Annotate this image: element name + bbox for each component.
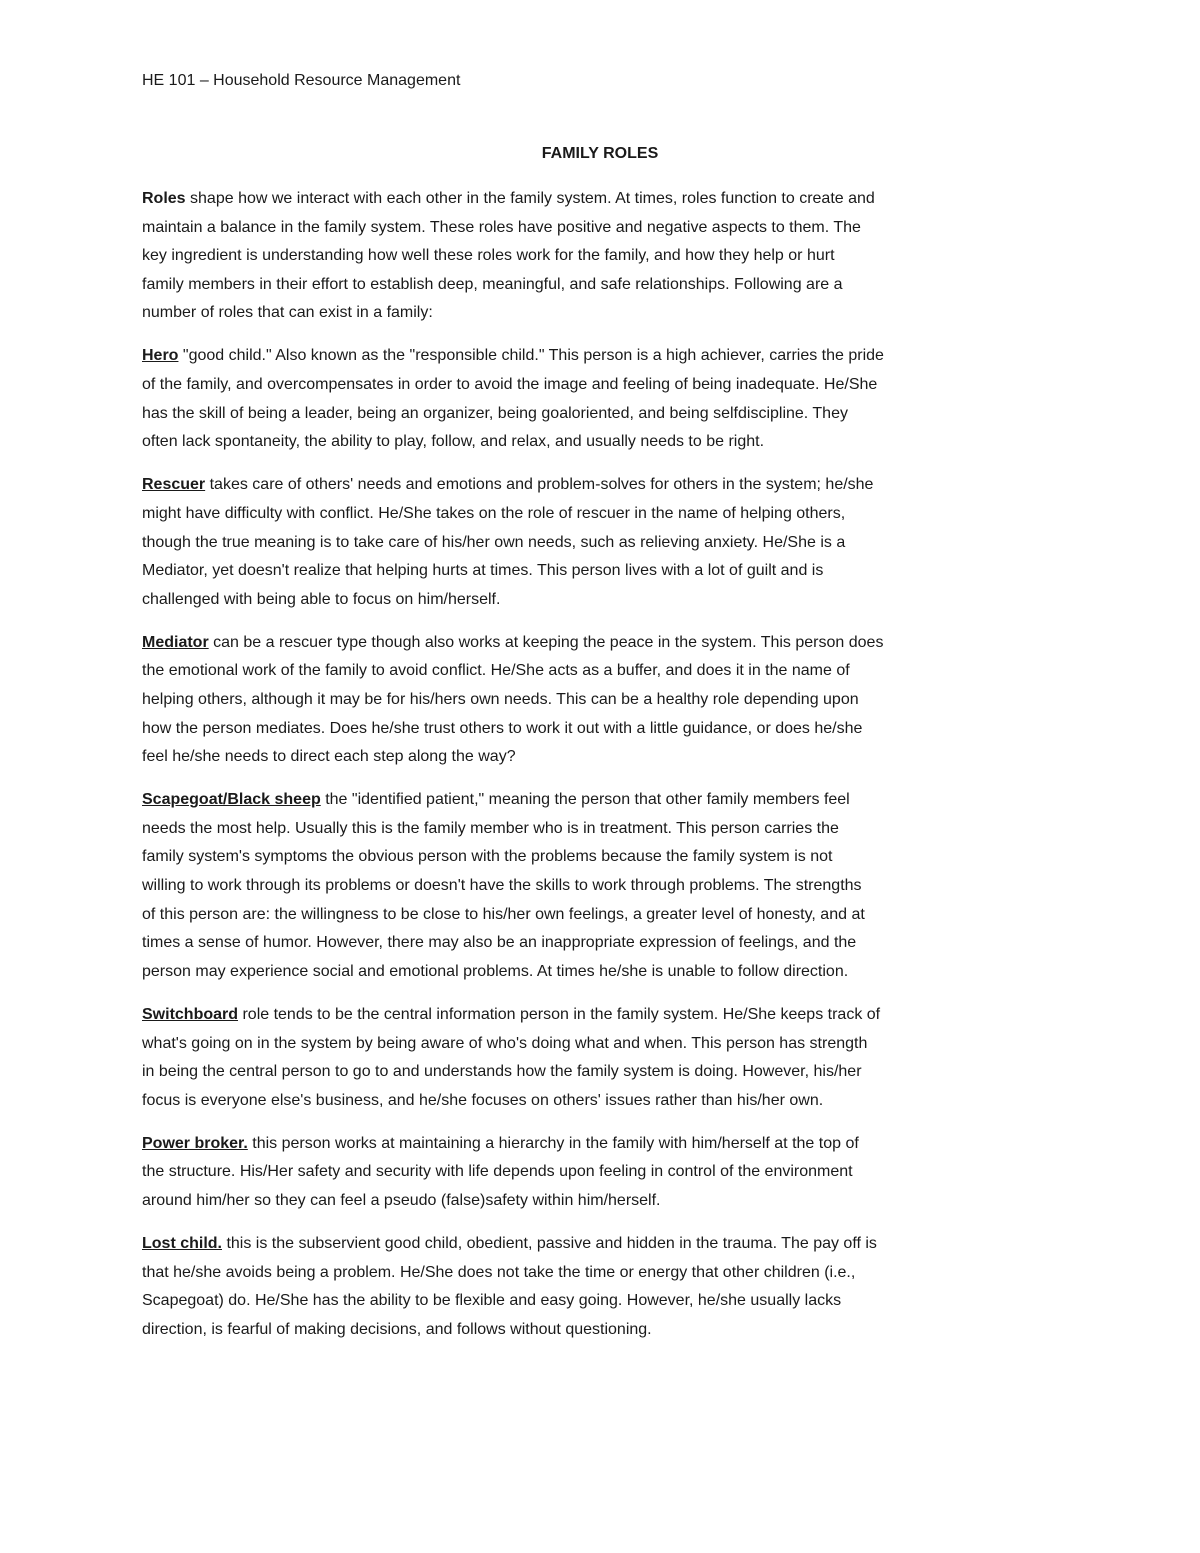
paragraph-line bbox=[142, 657, 1062, 686]
line-text: willing to work through its problems or doesn't have the skills to work through problems. The strengths bbox=[142, 877, 862, 895]
role-term: Lost child. bbox=[142, 1235, 222, 1253]
paragraph-line bbox=[142, 743, 1062, 772]
line-text: times a sense of humor. However, there may also be an inappropriate expression of feelings, and the bbox=[142, 934, 857, 952]
paragraph-line bbox=[142, 428, 1062, 457]
line-text: in being the central person to go to and understands how the family system is doing. However, his/her bbox=[142, 1063, 862, 1081]
paragraph-line bbox=[142, 786, 1062, 815]
line-text: the emotional work of the family to avoid conflict. He/She acts as a buffer, and does it in the name of bbox=[142, 662, 850, 680]
paragraph-line bbox=[142, 1316, 1062, 1345]
role-term: Rescuer bbox=[142, 476, 206, 494]
line-text: can be a rescuer type though also works at keeping the peace in the system. This person does bbox=[208, 633, 884, 651]
line-text: role tends to be the central information person in the family system. He/She keeps track of bbox=[238, 1005, 881, 1023]
line-text: Scapegoat) do. He/She has the ability to be flexible and easy going. However, he/she usually lacks bbox=[142, 1292, 842, 1310]
paragraph-line bbox=[142, 1030, 1062, 1059]
line-text: shape how we interact with each other in the family system. At times, roles function to create and bbox=[185, 190, 875, 207]
paragraph-line bbox=[142, 715, 1062, 744]
line-text: helping others, although it may be for his/hers own needs. This can be a healthy role depending upon bbox=[142, 691, 859, 708]
line-text: family system's symptoms the obvious person with the problems because the family system is not bbox=[142, 848, 833, 866]
paragraph-line bbox=[142, 586, 1062, 615]
role-paragraph bbox=[142, 471, 1062, 614]
paragraph-line bbox=[142, 557, 1062, 586]
paragraph-line bbox=[142, 629, 1062, 658]
paragraph-line bbox=[142, 500, 1062, 529]
role-paragraph bbox=[142, 185, 1062, 328]
paragraph-line bbox=[142, 471, 1062, 500]
paragraph-line bbox=[142, 1158, 1062, 1187]
line-text: feel he/she needs to direct each step along the way? bbox=[142, 748, 516, 766]
line-text: focus is everyone else's business, and he/she focuses on others' issues rather than his/her own. bbox=[142, 1091, 824, 1109]
line-text: number of roles that can exist in a family: bbox=[142, 304, 433, 322]
line-text: maintain a balance in the family system. These roles have positive and negative aspects to them. The bbox=[142, 218, 861, 236]
role-paragraph bbox=[142, 1130, 1062, 1216]
role-paragraph bbox=[142, 786, 1062, 986]
paragraph-line bbox=[142, 815, 1062, 844]
paragraph-line bbox=[142, 214, 1062, 243]
paragraph-line bbox=[142, 843, 1062, 872]
line-text: direction, is fearful of making decisions, and follows without questioning. bbox=[142, 1320, 652, 1338]
line-text: needs the most help. Usually this is the family member who is in treatment. This person carries the bbox=[142, 819, 839, 837]
paragraph-line bbox=[142, 1001, 1062, 1030]
line-text: has the skill of being a leader, being an organizer, being goaloriented, and being selfdiscipline. They bbox=[142, 404, 848, 422]
line-text: of this person are: the willingness to be close to his/her own feelings, a greater level of honesty, and at bbox=[142, 905, 865, 923]
paragraph-line bbox=[142, 1058, 1062, 1087]
line-text: Mediator, yet doesn't realize that helping hurts at times. This person lives with a lot of guilt and is bbox=[142, 562, 824, 580]
line-text: how the person mediates. Does he/she trust others to work it out with a little guidance, or does he/she bbox=[142, 719, 863, 737]
line-text: family members in their effort to establish deep, meaningful, and safe relationships. Following are a bbox=[142, 275, 843, 293]
paragraph-line bbox=[142, 872, 1062, 901]
role-paragraph bbox=[142, 1001, 1062, 1115]
line-text: the structure. His/Her safety and security with life depends upon feeling in control of the environment bbox=[142, 1163, 853, 1181]
role-term: Mediator bbox=[142, 633, 209, 651]
line-text: the "identified patient," meaning the person that other family members feel bbox=[320, 791, 850, 809]
role-term: Scapegoat/Black sheep bbox=[142, 791, 321, 809]
role-term: Hero bbox=[142, 347, 179, 365]
paragraph-line bbox=[142, 242, 1062, 271]
line-text: might have difficulty with conflict. He/She takes on the role of rescuer in the name of helping others, bbox=[142, 504, 846, 522]
line-text: challenged with being able to focus on him/herself. bbox=[142, 590, 501, 608]
line-text: takes care of others' needs and emotions and problem-solves for others in the system; he/she bbox=[205, 476, 874, 494]
paragraph-line bbox=[142, 1287, 1062, 1316]
line-text: that he/she avoids being a problem. He/She does not take the time or energy that other children (i.e., bbox=[142, 1263, 856, 1281]
paragraph-line bbox=[142, 185, 1062, 214]
paragraph-line bbox=[142, 1130, 1062, 1159]
paragraph-line bbox=[142, 1187, 1062, 1216]
line-text: key ingredient is understanding how well these roles work for the family, and how they help or hurt bbox=[142, 247, 835, 265]
paragraph-line bbox=[142, 299, 1062, 328]
paragraph-line bbox=[142, 958, 1062, 987]
role-term: Power broker. bbox=[142, 1134, 248, 1152]
line-text: person may experience social and emotional problems. At times he/she is unable to follow direction. bbox=[142, 962, 849, 980]
document-body bbox=[142, 185, 1062, 1359]
line-text: what's going on in the system by being aware of who's doing what and when. This person has strength bbox=[142, 1034, 868, 1052]
line-text: of the family, and overcompensates in order to avoid the image and feeling of being inadequate. He/She bbox=[142, 376, 878, 394]
paragraph-line bbox=[142, 929, 1062, 958]
paragraph-line bbox=[142, 1087, 1062, 1116]
line-text: this person works at maintaining a hierarchy in the family with him/herself at the top of bbox=[247, 1134, 859, 1152]
role-term: Roles bbox=[142, 190, 186, 207]
paragraph-line bbox=[142, 1259, 1062, 1288]
paragraph-line bbox=[142, 342, 1062, 371]
paragraph-line bbox=[142, 529, 1062, 558]
paragraph-line bbox=[142, 686, 1062, 715]
document-header: HE 101 – Household Resource Management bbox=[142, 72, 461, 89]
role-paragraph bbox=[142, 1230, 1062, 1344]
line-text: around him/her so they can feel a pseudo (false)safety within him/herself. bbox=[142, 1192, 661, 1209]
line-text: this is the subservient good child, obedient, passive and hidden in the trauma. The pay off is bbox=[222, 1235, 877, 1253]
line-text: though the true meaning is to take care of his/her own needs, such as relieving anxiety. He/She is a bbox=[142, 533, 846, 551]
role-term: Switchboard bbox=[142, 1005, 239, 1023]
paragraph-line bbox=[142, 271, 1062, 300]
role-paragraph bbox=[142, 629, 1062, 772]
paragraph-line bbox=[142, 901, 1062, 930]
line-text: "good child." Also known as the "responsible child." This person is a high achiever, carries the pride bbox=[178, 347, 884, 365]
paragraph-line bbox=[142, 1230, 1062, 1259]
document-title: FAMILY ROLES bbox=[541, 145, 659, 162]
paragraph-line bbox=[142, 371, 1062, 400]
line-text: often lack spontaneity, the ability to play, follow, and relax, and usually needs to be right. bbox=[142, 433, 765, 451]
role-paragraph bbox=[142, 342, 1062, 456]
paragraph-line bbox=[142, 400, 1062, 429]
